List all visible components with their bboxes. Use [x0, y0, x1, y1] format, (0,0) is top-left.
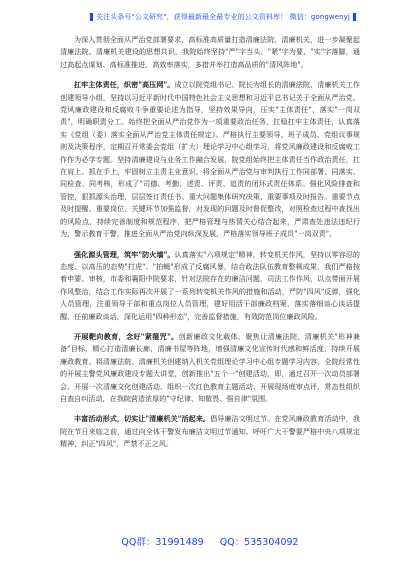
paragraph-body: 成立以院党组书记、院长为组长的清廉法院、清廉机关工作创建领导小组，坚持以习近平新时代中国特色社会主义思想和习近平总书记关于全面从严治党、党风廉政建设和反腐败斗争重要论述为指导，坚持效果导向，压实"主体责任"，落实"一岗双责"，明确职责分工。始终把全面从严治党作为一项重要政治任务，扛稳扛牢主体责任，认真落实《党组（委）落实全面从严治党主体责任规定》。严格执行主要领导、班子成员、党组议事规则及决策程序，定期召开常委会党组（扩大）理论学习中心组学习，将党风廉政建设和反腐败工作作为必学专题。坚持清廉建设与业务工作融合发展，院党组始终把主体责任当作政治责任，扛在肩上、抓在手上，牢固树立主责主业意识，将全面从严治党与审判执行工作同部署、同落实、同检查、同考核，形成了"司德、考勤、述责、评责、追责的闭环式责任体系。强化风险排查和管控，狠抓源头治理，层层签订责任书、重大问题集体研究决策、重要事项及时报告。重要节点及时提醒、重要岗位、关键环节加强监督，对发现的问题及时督促整改，对照检查过程中查找出的风险点，持续完善制度和规范程序，把严格管理与热情关心结合起来，严肃查处违法违纪行为，警示教育干警，推进全面从严治党向纵深发展，严格落实领导班子成员"一岗双责"。	[60, 80, 360, 239]
paragraph-intro	[60, 34, 360, 71]
paragraph-body: 认真落实"六项规定"精神，转变机关作风，坚持以零容忍的态度、以高压的态势"打虎"、"拍蝇"形成了反腐风暴，结合政法队伍教育整顿成果，我们严格按着申要、审核，市委和襄阳中院要求，针对法院存在的廉洁问题，司法工作作风，以点带面开展作风整治，结合工作实际再次开展了一系列转变机关作风的措施和活动，严防"四风"反弹，强化人员管理，注重领导干部和重点岗位人员管理，建好用活干部廉政档案，落实落细谈心谈话提醒、任前廉政谈话，深化运用"四种形态"，完善监督措施，有效防范岗位廉政风险。	[60, 249, 360, 321]
footer-contacts	[100, 534, 320, 548]
banner-bar-left	[90, 13, 93, 21]
banner-bar-right	[353, 13, 356, 21]
paragraph-education	[60, 331, 360, 405]
paragraph-heading: 扛牢主体责任，织密"高压网"。	[74, 80, 175, 90]
paragraph-activities	[60, 413, 360, 450]
document-body	[60, 34, 360, 459]
footer-qq-group: QQ群：31991489	[121, 537, 204, 548]
banner-text: 关注头条号"公文研究"，获得最新最全最专业的公文资料库！ 微信：gongwenyj	[96, 12, 350, 21]
paragraph-heading: 开展靶向教育，念好"紧箍咒"。	[74, 331, 179, 341]
paragraph-body: 创新廉政文化载体，聚焦让清廉法院、清廉机关"形神兼备"目标，精心打造清廉长廊，清廉书屋等阵地，增强清廉文化宣传时代感和鲜活度，持续开展廉政教育。将清廉法院、清廉机关创建纳入机关党组理论学习中心组专题学习内容，全院经常性的开展主警党风廉政建设专题大讲堂，创新推出"五个一"创建活动，即，通过召开一次动员部署会、开展一次清廉文化创建活动、组织一次红色教育主题活动、开展现场庭审点评、常态性组织自查自纠活动，在我院营造浓厚的"守纪律、知敬畏、强自律"氛围。	[60, 331, 360, 403]
paragraph-source-management	[60, 249, 360, 323]
header-banner	[58, 10, 388, 23]
paragraph-heading: 丰富活动形式，切实让"清廉机关"活起来。	[74, 414, 211, 424]
paragraph-body: 倡导廉洁文明过节。在党风廉政教育活动中，我院在节日来临之前，通过向全体干警发布廉洁文明过节通知，呼吁广大干警要严格中央八项规定精神，纠正"四风"，严禁不正之风。	[60, 414, 361, 449]
paragraph-body: 为深入贯彻全面从严治党部署要求，高标准高质量打造清廉法院、清廉机关，进一步凝聚起清廉法院、清廉机关建设的思想共识，我院始终坚持"严"字当头、"紧"字为要、"实"字落脚，通过高起点谋划、高标准推进、高效率落实，多措并举打造高品质的"清风阵地"。	[60, 35, 360, 69]
footer-qq: QQ：535304092	[219, 537, 299, 548]
paragraph-responsibility	[60, 79, 360, 240]
paragraph-heading: 强化源头管理，筑牢"防火墙"。	[74, 249, 175, 259]
